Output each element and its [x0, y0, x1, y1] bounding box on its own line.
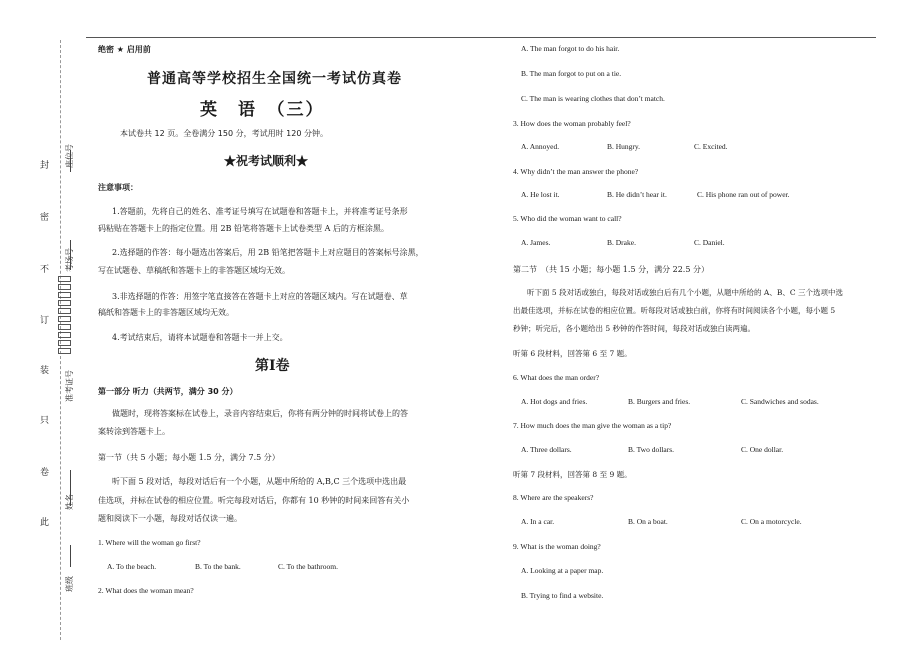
material-note: 听第 6 段材料，回答第 6 至 7 题。	[513, 349, 632, 358]
question-8: 8. Where are the speakers?	[513, 493, 594, 502]
notice-line: 稿纸和答题卡上的非答题区域均无效。	[98, 308, 234, 317]
exam-room-label: 考场号	[65, 248, 74, 272]
question-6: 6. What does the man order?	[513, 373, 600, 382]
q5-option-c: C. Daniel.	[694, 238, 725, 247]
q6-option-b: B. Burgers and fries.	[628, 397, 691, 406]
ticket-box	[58, 316, 71, 322]
q4-option-c: C. His phone ran out of power.	[697, 190, 790, 199]
exam-title: 普通高等学校招生全国统一考试仿真卷	[147, 71, 402, 87]
section-desc-line: 题和阅读下一小题，每段对话仅读一遍。	[98, 514, 242, 523]
q4-option-b: B. He didn’t hear it.	[607, 190, 667, 199]
question-4: 4. Why didn’t the man answer the phone?	[513, 167, 639, 176]
part-heading: 第一部分 听力（共两节，满分 30 分）	[98, 387, 238, 396]
seal-char: 只	[40, 416, 50, 426]
name-label: 姓名	[65, 494, 74, 510]
seat-number-field	[70, 150, 71, 172]
q3-option-b: B. Hungry.	[607, 142, 641, 151]
notice-line: 3.非选择题的作答：用签字笔直接答在答题卡上对应的答题区域内。写在试题卷、草	[112, 292, 408, 301]
question-2: 2. What does the woman mean?	[98, 586, 194, 595]
name-field	[70, 470, 71, 506]
question-5: 5. Who did the woman want to call?	[513, 214, 622, 223]
q7-option-b: B. Two dollars.	[628, 445, 675, 454]
class-field	[70, 545, 71, 567]
section-desc-line: 佳选项，并标在试卷的相应位置。听完每段对话后，你都有 10 秒钟的时间来回答有关小	[98, 496, 410, 505]
q2-option-c: C. The man is wearing clothes that don’t match.	[521, 94, 665, 103]
exam-info: 本试卷共 12 页。全卷满分 150 分，考试用时 120 分钟。	[120, 129, 328, 138]
q9-option-a: A. Looking at a paper map.	[521, 566, 604, 575]
q2-option-a: A. The man forgot to do his hair.	[521, 44, 620, 53]
volume-title: 第Ⅰ卷	[255, 358, 290, 374]
ticket-box	[58, 340, 71, 346]
question-7: 7. How much does the man give the woman as a tip?	[513, 421, 672, 430]
question-9: 9. What is the woman doing?	[513, 542, 601, 551]
q7-option-c: C. One dollar.	[741, 445, 784, 454]
q1-option-c: C. To the bathroom.	[278, 562, 338, 571]
q1-option-b: B. To the bank.	[195, 562, 241, 571]
ticket-box	[58, 332, 71, 338]
ticket-box	[58, 324, 71, 330]
q9-option-b: B. Trying to find a website.	[521, 591, 604, 600]
ticket-box	[58, 284, 71, 290]
confidential-mark: 绝密 ★ 启用前	[98, 45, 151, 54]
seal-char: 装	[40, 366, 50, 376]
seal-char: 封	[40, 161, 50, 171]
subject-title: 英 语 （三）	[200, 100, 325, 120]
seal-char: 卷	[40, 468, 50, 478]
section-2-heading: 第二节 （共 15 小题；每小题 1.5 分，满分 22.5 分）	[513, 265, 709, 274]
ticket-number-label: 准考证号	[65, 370, 74, 402]
notice-line: 码粘贴在答题卡上的指定位置。用 2B 铅笔将答题卡上试卷类型 A 后的方框涂黑。	[98, 224, 389, 233]
ticket-box	[58, 292, 71, 298]
q5-option-a: A. James.	[521, 238, 551, 247]
section-desc-line: 听下面 5 段对话，每段对话后有一个小题，从题中所给的 A,B,C 三个选项中选出最	[112, 477, 407, 486]
seal-char: 密	[40, 213, 50, 223]
seal-char: 此	[40, 518, 50, 528]
notice-heading: 注意事项：	[98, 183, 138, 192]
intro-line: 案转涂到答题卡上。	[98, 427, 170, 436]
notice-line: 2.选择题的作答：每小题选出答案后，用 2B 铅笔把答题卡上对应题目的答案标号涂黑，	[112, 248, 424, 257]
q8-option-c: C. On a motorcycle.	[741, 517, 802, 526]
class-label: 班级	[65, 576, 74, 592]
q5-option-b: B. Drake.	[607, 238, 636, 247]
notice-line: 4.考试结束后，请将本试题卷和答题卡一并上交。	[112, 333, 288, 342]
q3-option-c: C. Excited.	[694, 142, 728, 151]
q1-option-a: A. To the beach.	[107, 562, 157, 571]
ticket-box	[58, 276, 71, 282]
ticket-box	[58, 300, 71, 306]
ticket-box	[58, 348, 71, 354]
section-2-desc-line: 听下面 5 段对话或独白，每段对话或独白后有几个小题，从题中所给的 A、B、C 三个选项中选	[527, 288, 843, 297]
question-1: 1. Where will the woman go first?	[98, 538, 201, 547]
section-2-desc-line: 秒钟；听完后，各小题给出 5 秒钟的作答时间，每段对话或独白读两遍。	[513, 324, 756, 333]
section-2-desc-line: 出最佳选项，并标在试卷的相应位置。听每段对话或独白前，你将有时间阅读各个小题，每小题 5	[513, 306, 836, 315]
material-note: 听第 7 段材料，回答第 8 至 9 题。	[513, 470, 632, 479]
q6-option-c: C. Sandwiches and sodas.	[741, 397, 819, 406]
notice-line: 1.答题前，先将自己的姓名、准考证号填写在试题卷和答题卡上，并将准考证号条形	[112, 207, 408, 216]
exam-room-field	[70, 240, 71, 270]
ticket-box	[58, 308, 71, 314]
q2-option-b: B. The man forgot to put on a tie.	[521, 69, 622, 78]
q8-option-b: B. On a boat.	[628, 517, 668, 526]
q4-option-a: A. He lost it.	[521, 190, 560, 199]
section-heading: 第一节（共 5 小题；每小题 1.5 分，满分 7.5 分）	[98, 453, 280, 462]
intro-line: 做题时，现将答案标在试卷上，录音内容结束后，你将有两分钟的时间将试卷上的答	[112, 409, 408, 418]
seat-number-label: 座位号	[65, 144, 74, 168]
q7-option-a: A. Three dollars.	[521, 445, 572, 454]
question-3: 3. How does the woman probably feel?	[513, 119, 631, 128]
q3-option-a: A. Annoyed.	[521, 142, 560, 151]
good-luck-banner: ★祝考试顺利★	[224, 154, 309, 168]
notice-line: 写在试题卷、草稿纸和答题卡上的非答题区域均无效。	[98, 266, 290, 275]
seal-char: 不	[40, 265, 50, 275]
top-rule	[86, 37, 876, 38]
q6-option-a: A. Hot dogs and fries.	[521, 397, 588, 406]
q8-option-a: A. In a car.	[521, 517, 555, 526]
seal-char: 订	[40, 316, 50, 326]
